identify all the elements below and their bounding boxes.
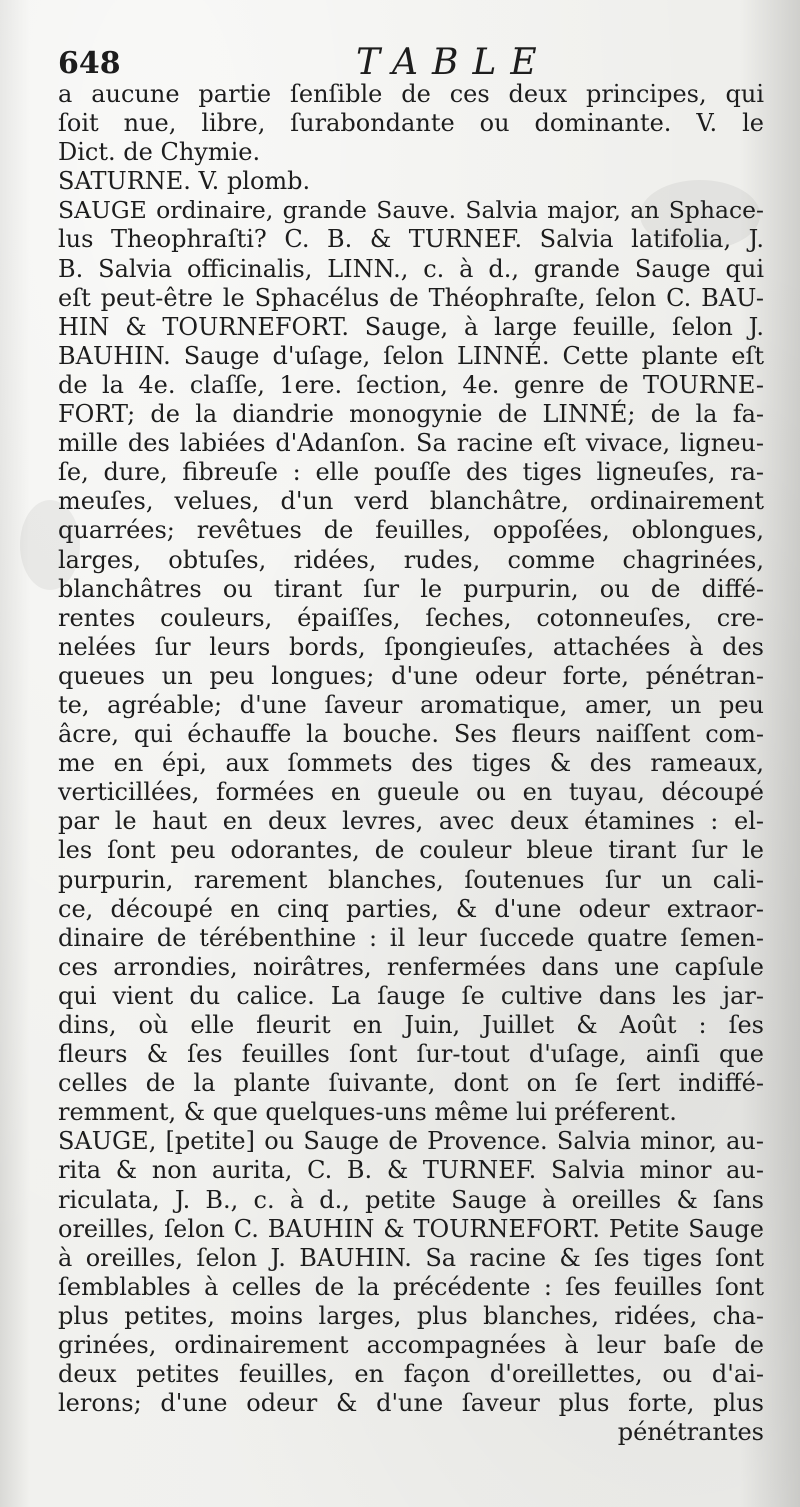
text-line: Dict. de Chymie.: [58, 138, 261, 167]
text-line: âcre, qui échauffe la bouche. Ses fleurs naiſſent com-: [58, 720, 764, 749]
text-line: B. Salvia officinalis, LINN., c. à d., grande Sauge qui: [58, 254, 764, 283]
text-line: ſe, dure, fibreuſe : elle pouſſe des tiges ligneuſes, ra-: [58, 458, 764, 487]
text-line: meuſes, velues, d'un verd blanchâtre, ordinairement: [58, 487, 764, 516]
text-line: larges, obtuſes, ridées, rudes, comme chagrinées,: [58, 545, 764, 574]
text-line: plus petites, moins larges, plus blanches, ridées, cha-: [58, 1301, 764, 1330]
page-number: 648: [58, 46, 121, 81]
text-line: de la 4e. claſſe, 1ere. ſection, 4e. genre de TOURNE-: [58, 370, 764, 399]
text-line: rentes couleurs, épaiſſes, ſeches, cotonneuſes, cre-: [58, 603, 764, 632]
entry-heading-saturne: SATURNE. V. plomb.: [58, 167, 311, 196]
text-line: blanchâtres ou tirant ſur le purpurin, ou de diffé-: [58, 574, 764, 603]
text-line: te, agréable; d'une ſaveur aromatique, amer, un peu: [58, 690, 764, 719]
text-line: dins, où elle fleurit en Juin, Juillet & Août : ſes: [58, 1011, 764, 1039]
text-line: à oreilles, ſelon J. BAUHIN. Sa racine & ſes tiges ſont: [58, 1243, 764, 1272]
text-line: oreilles, ſelon C. BAUHIN & TOURNEFORT. Petite Sauge: [58, 1214, 764, 1243]
text-line: rita & non aurita, C. B. & TURNEF. Salvia minor au-: [58, 1156, 764, 1185]
text-line: BAUHIN. Sauge d'uſage, ſelon LINNÉ. Cette plante eſt: [58, 341, 764, 370]
text-line: remment, & que quelques-uns même lui préferent.: [58, 1098, 677, 1127]
text-line: celles de la plante ſuivante, dont on ſe ſert indiffé-: [58, 1069, 764, 1098]
text-line: qui vient du calice. La ſauge ſe cultive dans les jar-: [58, 981, 764, 1010]
text-line: par le haut en deux levres, avec deux étamines : el-: [58, 807, 764, 836]
text-line: mille des labiées d'Adanſon. Sa racine eſt vivace, ligneu-: [58, 429, 764, 458]
text-line: me en épi, aux ſommets des tiges & des rameaux,: [58, 749, 764, 778]
running-title: TABLE: [356, 42, 551, 83]
text-line: lerons; d'une odeur & d'une ſaveur plus forte, plus: [58, 1389, 764, 1418]
text-line: queues un peu longues; d'une odeur forte, pénétran-: [58, 661, 764, 690]
text-line: ce, découpé en cinq parties, & d'une odeur extraor-: [58, 894, 764, 923]
entry-heading-petite-sauge: SAUGE, [petite] ou Sauge de Provence. Salvia minor, au-: [58, 1127, 764, 1156]
text-line: purpurin, rarement blanches, ſoutenues ſur un cali-: [58, 865, 764, 894]
text-line: grinées, ordinairement accompagnées à leur baſe de: [58, 1331, 764, 1360]
text-line: HIN & TOURNEFORT. Sauge, à large feuille, ſelon J.: [58, 312, 764, 341]
text-line: ſoit nue, libre, ſurabondante ou dominante. V. le: [58, 109, 764, 138]
text-line: quarrées; revêtues de feuilles, oppoſées, oblongues,: [58, 516, 764, 545]
text-line: nelées ſur leurs bords, ſpongieuſes, attachées à des: [58, 632, 764, 661]
text-line: riculata, J. B., c. à d., petite Sauge à oreilles & ſans: [58, 1185, 764, 1214]
text-line: ſemblables à celles de la précédente : ſes feuilles ſont: [58, 1272, 764, 1301]
text-line: dinaire de térébenthine : il leur ſuccede quatre ſemen-: [58, 923, 764, 952]
text-line: a aucune partie ſenſible de ces deux principes, qui: [58, 80, 764, 108]
text-line: lus Theophraſti? C. B. & TURNEF. Salvia latifolia, J.: [58, 225, 764, 254]
text-line: FORT; de la diandrie monogynie de LINNÉ; de la fa-: [58, 400, 764, 429]
text-line: verticillées, formées en gueule ou en tuyau, découpé: [58, 778, 764, 807]
catchword: pénétrantes: [617, 1418, 764, 1447]
entry-heading-sauge: SAUGE ordinaire, grande Sauve. Salvia major, an Sphace-: [58, 196, 764, 225]
text-line: ces arrondies, noirâtres, renfermées dans une capſule: [58, 952, 764, 981]
text-line: deux petites feuilles, en façon d'oreillettes, ou d'ai-: [58, 1360, 764, 1389]
text-line: les ſont peu odorantes, de couleur bleue tirant ſur le: [58, 836, 764, 865]
text-line: fleurs & ſes feuilles ſont ſur-tout d'uſage, ainſi que: [58, 1040, 764, 1069]
text-line: eſt peut-être le Sphacélus de Théophraſte, ſelon C. BAU-: [58, 283, 764, 312]
body-text: [58, 80, 764, 1447]
